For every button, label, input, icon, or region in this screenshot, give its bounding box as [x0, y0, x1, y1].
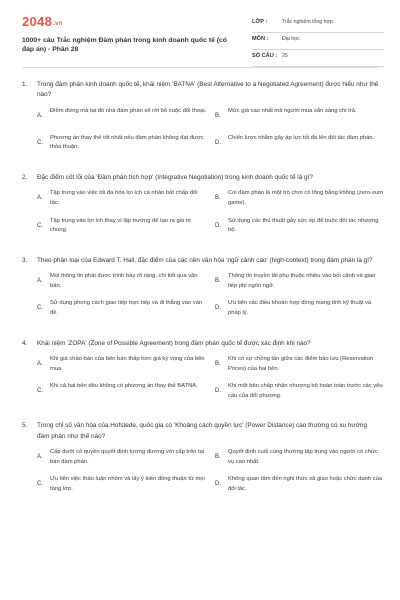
option-text: Điểm dừng mà tại đó nhà đàm phán sẽ rời bỏ cuộc đối thoại. — [50, 107, 207, 114]
question-text — [22, 256, 380, 266]
option-text: Ưu tiên các điều khoản hợp đồng mang tính kỹ thuật và pháp lý. — [228, 300, 372, 316]
option-text: Sử dụng các thủ thuật gây sức ép để buộc đối tác nhượng bộ. — [228, 217, 379, 234]
option-letter: A. — [37, 454, 43, 461]
answer-options — [22, 107, 380, 161]
answer-option-b[interactable] — [215, 355, 393, 374]
question-item — [22, 173, 383, 244]
option-text: Chiến lược nhằm gây áp lực tối đa lên đối tác đàm phán. — [228, 134, 375, 141]
answer-option-c[interactable] — [37, 134, 215, 153]
answer-option-a[interactable] — [37, 189, 215, 208]
meta-row-subject — [252, 33, 384, 50]
option-text: Cấp dưới có quyền quyết định tương đương với cấp trên tại bàn đàm phán. — [50, 449, 205, 465]
option-text: Khi giá chào bán của bên bán thấp hơn giá kỳ vọng của bên mua. — [50, 355, 205, 372]
answer-options — [22, 448, 383, 502]
option-letter: D. — [215, 481, 221, 488]
option-letter: C. — [37, 305, 43, 312]
option-text: Thông tin truyền tải phụ thuộc nhiều vào bối cảnh và giao tiếp phi ngôn ngữ. — [228, 273, 376, 289]
answer-options — [22, 272, 380, 326]
answer-option-d[interactable] — [215, 134, 393, 153]
answer-option-b[interactable] — [215, 107, 393, 126]
meta-value: Trắc nghiệm tổng hợp — [282, 19, 333, 25]
option-text: Sử dụng phong cách giao tiếp trực tiếp và đi thẳng vào vấn đề. — [50, 300, 203, 316]
option-letter: B. — [215, 454, 221, 461]
option-letter: C. — [37, 388, 43, 395]
answer-option-c[interactable] — [37, 217, 215, 236]
document-header — [22, 14, 382, 64]
option-letter: B. — [215, 195, 221, 202]
meta-label: LỚP : — [252, 19, 268, 25]
answer-option-b[interactable] — [215, 272, 393, 291]
option-text: Coi đàm phán là một trò chơi có tổng bằng không (zero-sum game). — [228, 190, 383, 206]
meta-row-class — [252, 16, 384, 33]
option-letter: A. — [37, 360, 43, 367]
option-letter: D. — [215, 388, 221, 395]
option-text: Không quan tâm đến nghi thức xã giao hoặc chức danh của đối tác. — [228, 476, 383, 492]
question-number: 4. — [22, 339, 28, 347]
meta-value: Đại học — [282, 36, 300, 42]
option-text: Mức giá cao nhất mà người mua sẵn sàng chi trả. — [228, 107, 357, 114]
answer-options — [22, 189, 383, 243]
question-item — [22, 256, 380, 327]
answer-option-c[interactable] — [37, 299, 215, 318]
answer-option-b[interactable] — [215, 448, 393, 467]
question-number: 2. — [22, 174, 28, 181]
question-body: Khái niệm 'ZOPA' (Zone of Possible Agreement) trong đàm phán quốc tế được xác định khi nào? — [37, 339, 311, 347]
option-letter: D. — [215, 139, 221, 146]
question-item — [22, 421, 383, 502]
answer-option-c[interactable] — [37, 475, 215, 494]
question-list — [22, 80, 383, 515]
option-text: Khi cả hai bên đều không có phương án thay thế BATNA. — [50, 383, 198, 390]
option-text: Tập trung vào lợi ích thay vì lập trường để tạo ra giá trị chung. — [50, 217, 191, 234]
meta-row-count — [252, 50, 384, 67]
answer-option-b[interactable] — [215, 189, 393, 208]
option-text: Ưu tiên việc thảo luận nhóm và lấy ý kiến đồng thuận từ mọi tầng lớp. — [50, 476, 205, 492]
question-number: 3. — [22, 256, 28, 264]
question-body: Đặc điểm cốt lõi của 'Đàm phán tích hợp' (Integrative Negotiation) trong kinh doanh quốc tế là gì? — [37, 174, 313, 181]
option-letter: D. — [215, 305, 221, 312]
answer-option-a[interactable] — [37, 272, 215, 291]
question-item — [22, 339, 383, 410]
option-letter: B. — [215, 360, 221, 367]
question-text — [22, 80, 380, 101]
option-text: Phương án thay thế tốt nhất nếu đàm phán không đạt được thỏa thuận. — [50, 134, 204, 151]
answer-option-a[interactable] — [37, 448, 215, 467]
answer-option-d[interactable] — [215, 382, 393, 401]
option-letter: D. — [215, 222, 221, 229]
answer-option-a[interactable] — [37, 355, 215, 374]
header-divider — [22, 67, 378, 68]
option-letter: A. — [37, 112, 43, 119]
option-text: Quyết định cuối cùng thường tập trung vào người có chức vụ cao nhất. — [228, 449, 378, 465]
question-number: 1. — [22, 81, 28, 88]
question-body: Theo phân loại của Edward T. Hall, đặc điểm của các nền văn hóa 'ngữ cảnh cao' (high-context) trong đàm phán là gì? — [37, 256, 373, 264]
question-text — [22, 339, 380, 349]
meta-info-panel — [252, 16, 384, 67]
option-text: Khi có sự chồng lấn giữa các điểm bảo lưu (Reservation Prices) của hai bên. — [228, 355, 374, 372]
option-text: Tập trung vào việc tối đa hóa lợi ích cá nhân bất chấp đối tác. — [50, 190, 198, 206]
option-text: Mọi thông tin phải được trình bày rõ ràng, chi tiết qua văn bản. — [50, 273, 198, 289]
question-text — [22, 173, 380, 183]
logo-tld: .vn — [53, 21, 63, 27]
document-title: 1000+ câu Trắc nghiệm Đàm phán trong kinh doanh quốc tế (có đáp án) - Phần 28 — [22, 37, 227, 53]
answer-option-d[interactable] — [215, 475, 393, 494]
option-text: Khi một bên chấp nhận nhượng bộ hoàn toàn trước các yêu cầu của đối phương. — [228, 383, 383, 399]
option-letter: C. — [37, 222, 43, 229]
site-logo[interactable] — [22, 14, 63, 29]
answer-option-d[interactable] — [215, 217, 393, 236]
option-letter: C. — [37, 139, 43, 146]
logo-text: 2048 — [22, 14, 53, 29]
meta-value: 25 — [282, 53, 288, 59]
meta-label: SỐ CÂU : — [252, 53, 278, 59]
question-number: 5. — [22, 422, 28, 430]
answer-option-d[interactable] — [215, 299, 393, 318]
option-letter: C. — [37, 481, 43, 488]
answer-option-c[interactable] — [37, 382, 215, 401]
answer-option-a[interactable] — [37, 107, 215, 126]
answer-options — [22, 355, 383, 409]
question-item — [22, 80, 380, 161]
option-letter: A. — [37, 195, 43, 202]
meta-label: MÔN : — [252, 36, 269, 42]
option-letter: B. — [215, 278, 221, 285]
option-letter: A. — [37, 278, 43, 285]
question-body: Trong chỉ số văn hóa của Hofstede, quốc gia có 'Khoảng cách quyền lực' (Power Distance) cao thường có xu hướng đàm phán như thế nào? — [37, 422, 367, 440]
question-text — [22, 421, 380, 442]
question-body: Trong đàm phán kinh doanh quốc tế, khái niệm 'BATNA' (Best Alternative to a Negotiated Agreement) được hiểu như thế nào? — [37, 81, 379, 99]
option-letter: B. — [215, 112, 221, 119]
